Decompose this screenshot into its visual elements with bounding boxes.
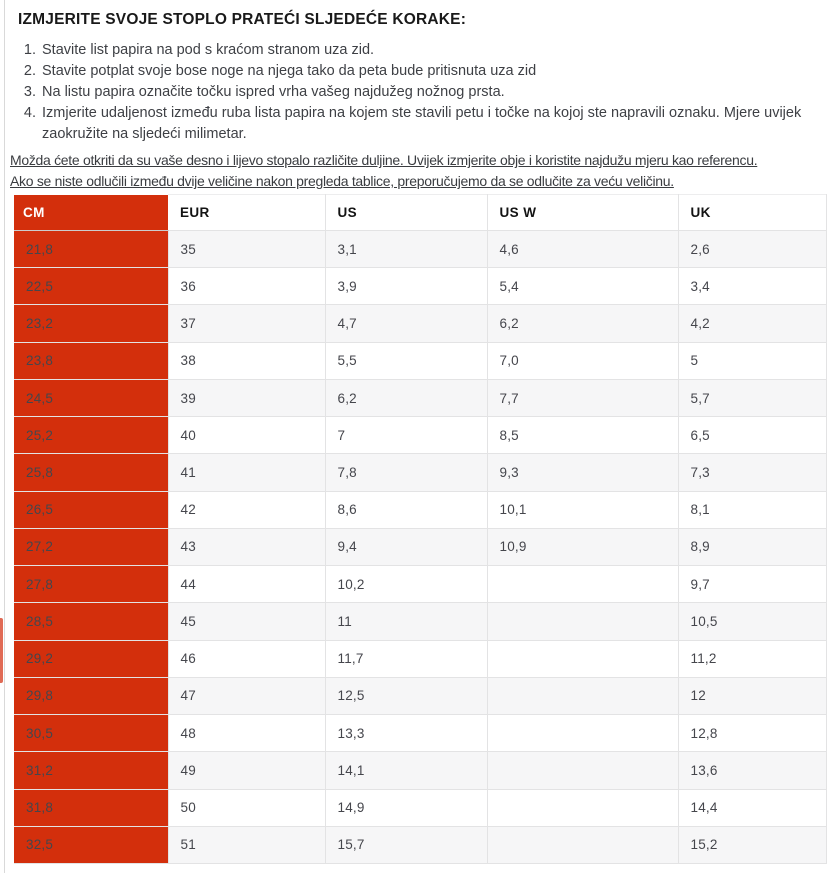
sizing-note — [10, 150, 826, 192]
cm-cell: 29,8 — [14, 677, 168, 714]
table-row — [14, 677, 826, 714]
size-cell: 7,0 — [487, 342, 678, 379]
table-row — [14, 454, 826, 491]
table-row — [14, 342, 826, 379]
cm-cell: 32,5 — [14, 826, 168, 863]
size-cell: 51 — [168, 826, 325, 863]
column-header-us: US — [325, 195, 487, 231]
size-cell: 5,7 — [678, 379, 826, 416]
table-row — [14, 826, 826, 863]
size-cell: 3,4 — [678, 268, 826, 305]
size-cell: 11,7 — [325, 640, 487, 677]
size-table — [14, 194, 827, 864]
size-cell: 7,3 — [678, 454, 826, 491]
table-row — [14, 715, 826, 752]
size-cell: 12,5 — [325, 677, 487, 714]
size-cell — [487, 640, 678, 677]
size-table-header-row — [14, 195, 826, 231]
column-header-eur: EUR — [168, 195, 325, 231]
cm-cell: 29,2 — [14, 640, 168, 677]
table-row — [14, 491, 826, 528]
table-row — [14, 379, 826, 416]
size-cell: 2,6 — [678, 231, 826, 268]
cm-cell: 22,5 — [14, 268, 168, 305]
cm-cell: 25,8 — [14, 454, 168, 491]
size-cell: 43 — [168, 528, 325, 565]
size-cell: 50 — [168, 789, 325, 826]
size-cell — [487, 677, 678, 714]
table-row — [14, 789, 826, 826]
size-cell: 47 — [168, 677, 325, 714]
size-cell: 9,7 — [678, 566, 826, 603]
cm-cell: 25,2 — [14, 417, 168, 454]
step-item: 1. Stavite list papira na pod s kraćom stranom uza zid. — [40, 40, 808, 61]
cm-cell: 30,5 — [14, 715, 168, 752]
size-cell: 6,2 — [325, 379, 487, 416]
table-row — [14, 603, 826, 640]
size-cell: 8,5 — [487, 417, 678, 454]
size-cell: 4,6 — [487, 231, 678, 268]
size-cell: 4,2 — [678, 305, 826, 342]
cm-cell: 26,5 — [14, 491, 168, 528]
table-row — [14, 305, 826, 342]
column-header-uk: UK — [678, 195, 826, 231]
size-cell — [487, 603, 678, 640]
size-cell: 13,6 — [678, 752, 826, 789]
size-cell: 14,4 — [678, 789, 826, 826]
size-cell — [487, 826, 678, 863]
size-cell: 3,9 — [325, 268, 487, 305]
table-row — [14, 640, 826, 677]
size-cell: 37 — [168, 305, 325, 342]
steps-list — [10, 40, 808, 145]
size-cell: 10,1 — [487, 491, 678, 528]
size-cell: 35 — [168, 231, 325, 268]
cm-cell: 27,2 — [14, 528, 168, 565]
size-cell: 5,5 — [325, 342, 487, 379]
size-cell: 5 — [678, 342, 826, 379]
size-cell: 7,7 — [487, 379, 678, 416]
note-line-2: Ako se niste odlučili između dvije veličine nakon pregleda tablice, preporučujemo da se odlučite za veću veličinu. — [10, 173, 674, 189]
size-cell: 10,2 — [325, 566, 487, 603]
table-row — [14, 528, 826, 565]
size-cell: 39 — [168, 379, 325, 416]
page-title: IZMJERITE SVOJE STOPLO PRATEĆI SLJEDEĆE KORAKE: — [18, 11, 467, 28]
size-cell: 48 — [168, 715, 325, 752]
size-cell: 4,7 — [325, 305, 487, 342]
table-row — [14, 231, 826, 268]
size-cell: 3,1 — [325, 231, 487, 268]
step-item: 3. Na listu papira označite točku ispred vrha vašeg najdužeg nožnog prsta. — [40, 82, 808, 103]
size-cell: 15,2 — [678, 826, 826, 863]
size-cell — [487, 789, 678, 826]
size-cell: 41 — [168, 454, 325, 491]
column-header-cm: CM — [14, 195, 168, 231]
step-item: 4. Izmjerite udaljenost između ruba lista papira na kojem ste stavili petu i točke na kojoj ste napravili oznaku. Mjere uvijek zaokružite na sljedeći milimetar. — [40, 103, 808, 145]
table-row — [14, 417, 826, 454]
note-line-1: Možda ćete otkriti da su vaše desno i lijevo stopalo različite duljine. Uvijek izmjerite obje i koristite najdužu mjeru kao referencu. — [10, 152, 758, 168]
cm-cell: 28,5 — [14, 603, 168, 640]
size-cell: 46 — [168, 640, 325, 677]
table-row — [14, 752, 826, 789]
size-cell: 9,4 — [325, 528, 487, 565]
size-cell — [487, 752, 678, 789]
size-cell: 10,9 — [487, 528, 678, 565]
size-cell: 12,8 — [678, 715, 826, 752]
cm-cell: 21,8 — [14, 231, 168, 268]
column-header-us-w: US W — [487, 195, 678, 231]
size-cell: 42 — [168, 491, 325, 528]
table-row — [14, 268, 826, 305]
size-cell: 44 — [168, 566, 325, 603]
size-cell: 14,1 — [325, 752, 487, 789]
size-cell: 10,5 — [678, 603, 826, 640]
cm-cell: 27,8 — [14, 566, 168, 603]
cm-cell: 31,8 — [14, 789, 168, 826]
cm-cell: 24,5 — [14, 379, 168, 416]
size-cell: 7 — [325, 417, 487, 454]
size-table-head — [14, 195, 826, 231]
size-cell: 49 — [168, 752, 325, 789]
size-cell: 11 — [325, 603, 487, 640]
size-cell: 38 — [168, 342, 325, 379]
size-cell: 45 — [168, 603, 325, 640]
size-table-body — [14, 231, 826, 864]
table-row — [14, 566, 826, 603]
cm-cell: 31,2 — [14, 752, 168, 789]
size-cell: 9,3 — [487, 454, 678, 491]
size-cell: 6,5 — [678, 417, 826, 454]
size-cell — [487, 566, 678, 603]
cm-cell: 23,2 — [14, 305, 168, 342]
size-cell: 8,1 — [678, 491, 826, 528]
size-cell: 8,6 — [325, 491, 487, 528]
size-cell: 12 — [678, 677, 826, 714]
size-cell: 11,2 — [678, 640, 826, 677]
size-cell: 36 — [168, 268, 325, 305]
size-cell: 15,7 — [325, 826, 487, 863]
size-cell: 14,9 — [325, 789, 487, 826]
size-cell: 13,3 — [325, 715, 487, 752]
cm-cell: 23,8 — [14, 342, 168, 379]
size-cell: 5,4 — [487, 268, 678, 305]
size-cell: 7,8 — [325, 454, 487, 491]
size-cell: 40 — [168, 417, 325, 454]
size-cell: 6,2 — [487, 305, 678, 342]
size-cell — [487, 715, 678, 752]
size-cell: 8,9 — [678, 528, 826, 565]
step-item: 2. Stavite potplat svoje bose noge na njega tako da peta bude pritisnuta uza zid — [40, 61, 808, 82]
